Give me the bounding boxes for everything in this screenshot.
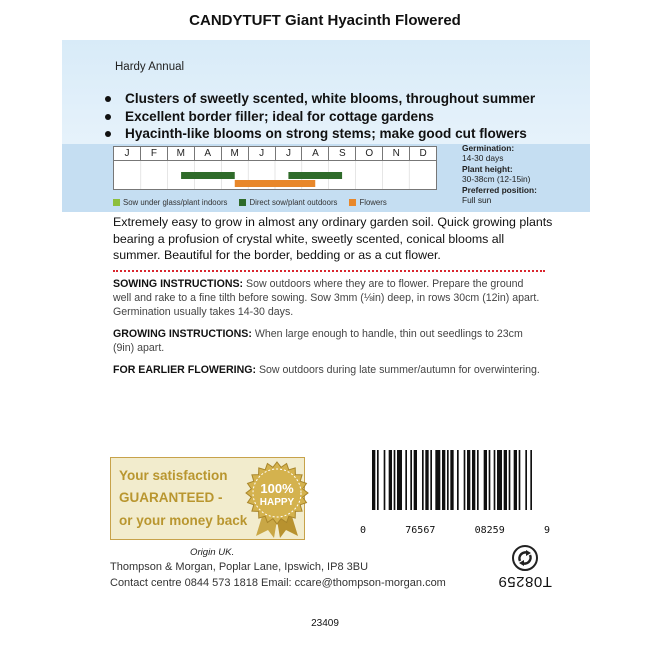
guarantee-line: GUARANTEED - xyxy=(119,490,223,505)
month-label: J xyxy=(249,147,276,160)
month-label: N xyxy=(383,147,410,160)
month-label: M xyxy=(168,147,195,160)
plant-category: Hardy Annual xyxy=(115,61,185,73)
sowing-calendar xyxy=(113,146,437,190)
bullet-icon xyxy=(105,131,111,137)
barcode-icon xyxy=(372,450,532,510)
guarantee-line: or your money back xyxy=(119,513,248,528)
calendar-legend xyxy=(113,197,399,207)
plant-facts xyxy=(462,143,537,206)
fact-label: Plant height: xyxy=(462,164,513,174)
address-line: Thompson & Morgan, Poplar Lane, Ipswich, IP8 3BU xyxy=(110,561,369,573)
earlier-flowering-instructions: FOR EARLIER FLOWERING: Sow outdoors during late summer/autumn for overwintering. xyxy=(113,364,540,376)
month-label: D xyxy=(419,148,427,159)
legend-swatch xyxy=(113,199,120,206)
month-label: J xyxy=(276,147,303,160)
fact-value: Full sun xyxy=(462,195,492,205)
calendar-bar-direct_sow xyxy=(288,172,342,179)
feature-item: Clusters of sweetly scented, white blooms, throughout summer xyxy=(103,90,583,108)
product-title: CANDYTUFT Giant Hyacinth Flowered xyxy=(189,12,461,29)
fact-value: 30-38cm (12-15in) xyxy=(462,174,531,184)
month-label: S xyxy=(329,147,356,160)
legend-swatch xyxy=(349,199,356,206)
seal-percent: 100% xyxy=(260,481,294,496)
barcode-digit-group: 9 xyxy=(543,525,550,536)
calendar-bar-flowers xyxy=(235,180,316,187)
legend-item: Direct sow/plant outdoors xyxy=(239,198,337,207)
calendar-bars xyxy=(114,161,436,189)
contact-line: Contact centre 0844 573 1818 Email: ccare@thompson-morgan.com xyxy=(110,577,446,589)
month-label: A xyxy=(302,147,329,160)
plant-description: Extremely easy to grow in almost any ordinary garden soil. Quick growing plants bearing a profusion of crystal white, sweetly scented, conical blooms all summer. Beautiful for the border, bedding or as a cut flower. xyxy=(113,215,553,262)
month-label: O xyxy=(356,147,383,160)
barcode-digit-group: 08259 xyxy=(474,525,505,536)
sowing-instructions: SOWING INSTRUCTIONS: Sow outdoors where they are to flower. Prepare the ground well and rake to a fine tilth before sowing. Sow 3mm (⅛in) deep, in rows 30cm (12in) apart. Germination usually takes 14-30 days. xyxy=(113,278,540,318)
recycle-icon xyxy=(512,545,538,571)
product-code: T08259 xyxy=(498,573,552,590)
fact-value: 14-30 days xyxy=(462,153,504,163)
calendar-bar-direct_sow xyxy=(181,172,235,179)
legend-item: Sow under glass/plant indoors xyxy=(113,198,227,207)
company-address xyxy=(110,559,446,591)
print-reference: 23409 xyxy=(311,618,339,629)
growing-instructions: GROWING INSTRUCTIONS: When large enough to handle, thin out seedlings to 23cm (9in) apart. xyxy=(113,328,523,354)
feature-list xyxy=(103,90,583,143)
seal-happy: HAPPY xyxy=(259,497,295,508)
fact-label: Preferred position: xyxy=(462,185,537,195)
barcode-digit-group: 0 xyxy=(360,525,367,536)
bullet-icon xyxy=(105,96,111,102)
month-label: M xyxy=(222,147,249,160)
feature-item: Excellent border filler; ideal for cottage gardens xyxy=(103,108,583,126)
calendar-months xyxy=(114,147,436,161)
barcode-digit-group: 76567 xyxy=(405,525,436,536)
fact-label: Germination: xyxy=(462,143,515,153)
happy-seal-icon xyxy=(240,460,314,538)
month-label: F xyxy=(141,147,168,160)
month-label: A xyxy=(195,147,222,160)
barcode-digits xyxy=(360,525,550,536)
legend-swatch xyxy=(239,199,246,206)
feature-item: Hyacinth-like blooms on strong stems; make good cut flowers xyxy=(103,125,583,143)
dotted-divider xyxy=(113,270,545,272)
guarantee-line: Your satisfaction xyxy=(119,468,228,483)
origin-label: Origin UK. xyxy=(190,547,235,558)
month-label: J xyxy=(114,147,141,160)
bullet-icon xyxy=(105,114,111,120)
legend-item: Flowers xyxy=(349,198,386,207)
